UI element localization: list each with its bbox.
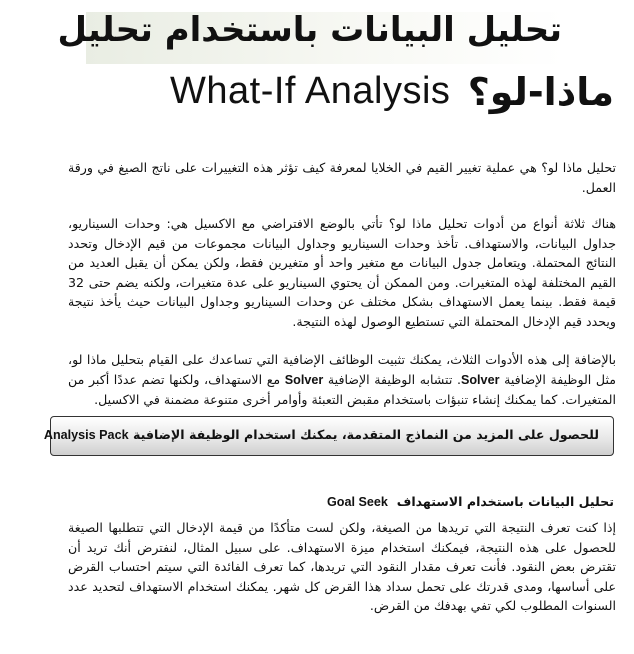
page-title-line-1: تحليل البيانات باستخدام تحليل [57,10,562,50]
page-title-line-2-english: What-If Analysis [170,70,451,112]
intro-paragraph: تحليل ماذا لو؟ هي عملية تغيير القيم في الخلايا لمعرفة كيف تؤثر هذه التغييرات على ناتج الصيغ في ورقة العمل. [68,160,616,195]
callout-term: Analysis Pack [43,428,129,442]
analysis-pack-callout [43,416,614,456]
solver-paragraph [68,350,616,410]
solver-term-2: Solver [284,372,324,387]
solver-text-after: مع الاستهداف، ولكنها تضم عددًا أكبر من المتغيرات. كما يمكنك إنشاء تنبؤات باستخدام مقبض التعبئة وأوامر أخرى متنوعة مضمنة في الاكسيل. [68,371,616,407]
goal-seek-heading [327,494,614,509]
heading-text: تحليل البيانات باستخدام الاستهداف [396,494,614,509]
solver-text-before: بالإضافة إلى هذه الأدوات الثلاث، يمكنك تثبيت الوظائف الإضافية التي تساعدك على القيام بتحليل ماذا لو، مثل الوظيفة الإضافية [68,352,616,387]
heading-term: Goal Seek [327,495,388,509]
tool-types-paragraph: هناك ثلاثة أنواع من أدوات تحليل ماذا لو؟ تأتي بالوضع الافتراضي مع الاكسيل هي: وحدات السيناريو، جداول البيانات، والاستهداف. تأخذ وحدات السيناريو وجداول البيانات مجموعات من قيم الإدخال وتحدد النتائج المحتملة. ويتعامل جدول البيانات مع متغير واحد أو متغيرين فقط، ولكن يمكن أن يقبل العديد من القيم المختلفة لهذه المتغيرات. ومن الممكن أن يحتوي السيناريو على عدة متغيرات، ولكنه يضم حتى 32 قيمة فقط. بينما يعمل الاستهداف بشكل مختلف عن وحدات السيناريو وجداول البيانات حيث يأخذ نتيجة ويحدد قيم الإدخال المحتملة التي تستطيع الوصول لهذه النتيجة. [68,216,616,329]
solver-term-1: Solver [460,372,500,387]
callout-text: للحصول على المزيد من النماذج المتقدمة، يمكنك استخدام الوظيفة الإضافية [132,427,599,442]
goal-seek-paragraph: إذا كنت تعرف النتيجة التي تريدها من الصيغة، ولكن لست متأكدًا من قيمة الإدخال التي تتطلبها الصيغة للحصول على هذه النتيجة، فيمكنك استخدام ميزة الاستهداف. على سبيل المثال، لنفترض أنك تريد أن تقترض بعض النقود. فأنت تعرف مقدار النقود التي تريدها، كما تعرف الفائدة التي سيتم احتساب القرض على أساسها، ومدى قدرتك على تحمل سداد هذا القرض كل شهر. يمكنك استخدام الاستهداف لتحديد عدد السنوات المطلوب لكي تفي بهدفك من القرض. [68,520,616,613]
solver-text-mid: . تتشابه الوظيفة الإضافية [323,371,461,387]
page-title-line-2-arabic: ماذا-لو؟ [467,70,614,114]
